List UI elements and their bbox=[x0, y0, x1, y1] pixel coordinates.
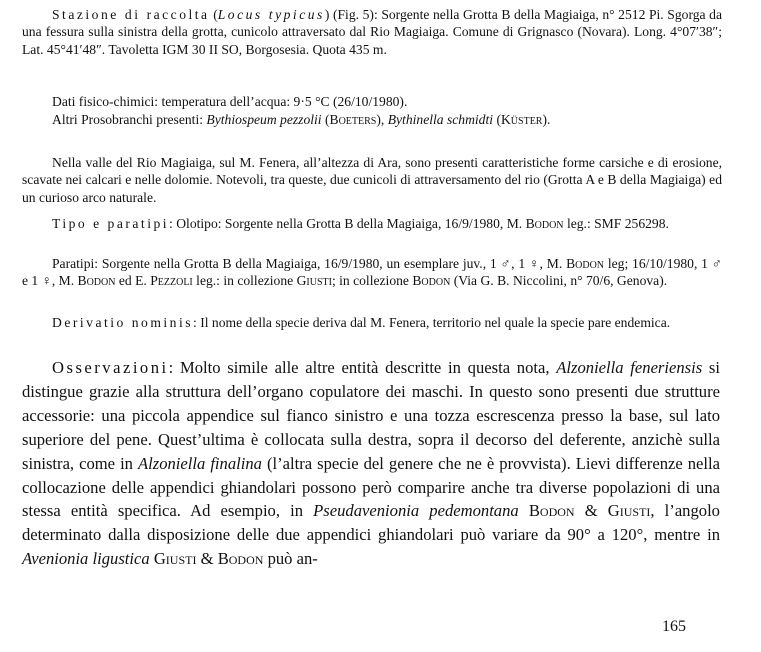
text-run: (Via G. B. Niccolini, n° 70/6, Genova). bbox=[450, 273, 668, 289]
text-run: ed E. bbox=[115, 273, 151, 289]
section-label-derivatio: Derivatio nominis bbox=[52, 315, 194, 330]
author-name: Bodon bbox=[412, 273, 451, 289]
text-run: leg.: SMF 256298. bbox=[563, 216, 669, 231]
species-name: Alzoniella feneriensis bbox=[556, 358, 703, 377]
text-run: leg; 16/10/1980, 1 ♂ e 1 ♀, M. bbox=[22, 256, 722, 289]
text-run: leg.: in collezione bbox=[192, 273, 297, 289]
species-name: Bythinella schmidti bbox=[387, 112, 494, 127]
author-name: Bodon bbox=[217, 549, 264, 569]
author-name: Giusti bbox=[296, 273, 332, 289]
author-name: Bodon bbox=[525, 216, 564, 231]
text-run: & bbox=[196, 549, 218, 569]
stazione-text: (Fig. 5): Sorgente nella Grotta B della Magiaiga, n° 2512 Pi. Sgorga da una fessura sulla sinistra della grotta, cunicolo attraversato dal Rio Magiaiga. Comune di Grignasco (Novara). Long. 4°07′38″; Lat. 45°41′48″. Tavoletta IGM 30 II SO, Borgosesia. Quota 435 m. bbox=[22, 7, 722, 57]
text-run: può an- bbox=[263, 549, 318, 569]
paragraph-osservazioni bbox=[22, 356, 720, 571]
species-name: Pseudavenionia pedemontana bbox=[313, 501, 519, 521]
text-run: (l’altra specie del genere che ne è provvista). Lievi differenze nella collocazione delle appendici ghiandolari possono però comparire anche tra diverse popolazioni di una stessa entità specifica. Ad esempio, in bbox=[22, 453, 720, 521]
paragraph-valle: Nella valle del Rio Magiaiga, sul M. Fenera, all’altezza di Ara, sono presenti caratteristiche forme carsiche e di erosione, scavate nei calcari e nelle dolomie. Notevoli, tra queste, due cunicoli di attraversamento del rio (Grotta A e B della Magiaiga) ed un curioso arco naturale. bbox=[22, 155, 722, 205]
author-name: Bodon bbox=[77, 273, 116, 289]
author-name: Bodon bbox=[528, 501, 575, 521]
section-label-tipo: Tipo e paratipi bbox=[52, 216, 170, 231]
paragraph-prosobranchi bbox=[22, 111, 722, 128]
author-name: Giusti bbox=[153, 549, 197, 569]
page-number: 165 bbox=[662, 618, 686, 635]
section-label-osservazioni: Osservazioni bbox=[52, 358, 169, 377]
paragraph-paratipi bbox=[22, 255, 722, 290]
paragraph-stazione bbox=[22, 6, 722, 58]
locus-typicus: Locus typicus bbox=[217, 7, 325, 22]
text-run: , l’angolo determinato dalla disposizione delle due appendici ghiandolari può variare da 90° a 120°, mentre in bbox=[22, 501, 720, 545]
text-run: ; in collezione bbox=[331, 273, 413, 289]
text-run: ( bbox=[321, 112, 330, 127]
author-name: Bodon bbox=[566, 256, 605, 271]
text-run: ), bbox=[376, 112, 388, 127]
text-run: : Molto simile alle altre entità descritte in questa nota, bbox=[168, 358, 557, 377]
paragraph-tipo bbox=[22, 215, 722, 232]
text-run: Altri Prosobranchi presenti: bbox=[52, 112, 207, 127]
text-run: : Olotipo: Sorgente nella Grotta B della Magiaiga, 16/9/1980, M. bbox=[169, 216, 526, 231]
author-name: Küster bbox=[500, 112, 543, 127]
author-name: Boeters bbox=[329, 112, 377, 127]
text-run: & bbox=[574, 501, 608, 521]
species-name: Alzoniella finalina bbox=[138, 453, 262, 473]
text-run: ). bbox=[542, 112, 551, 127]
section-label-stazione: Stazione di raccolta bbox=[52, 7, 210, 22]
text-run bbox=[519, 501, 529, 520]
paren-close: ) bbox=[324, 7, 330, 22]
species-name: Avenionia ligustica bbox=[22, 549, 150, 569]
species-name: Bythiospeum pezzolii bbox=[206, 112, 322, 127]
paragraph-dati: Dati fisico-chimici: temperatura dell’acqua: 9·5 °C (26/10/1980). bbox=[52, 94, 408, 109]
paragraph-derivatio bbox=[22, 314, 722, 331]
text-run: si distingue grazie alla struttura dell’organo copulatore dei maschi. In questo sono presenti due strutture accessorie: una piccola appendice sul fianco sinistro e una tozza escrescenza presso la base, sul lato superiore del pene. Quest’ultima è collocata sulla destra, sopra il decorso del deferente, anzichè sulla sinistra, come in bbox=[22, 358, 720, 473]
paren-open: ( bbox=[209, 7, 218, 22]
author-name: Pezzoli bbox=[150, 273, 193, 289]
text-run: : Il nome della specie deriva dal M. Fenera, territorio nel quale la specie pare endemica. bbox=[193, 315, 671, 330]
text-run: ( bbox=[493, 112, 501, 127]
author-name: Giusti bbox=[607, 501, 651, 521]
text-run: Paratipi: Sorgente nella Grotta B della Magiaiga, 16/9/1980, un esemplare juv., 1 ♂, 1 ♀, M. bbox=[52, 256, 567, 271]
